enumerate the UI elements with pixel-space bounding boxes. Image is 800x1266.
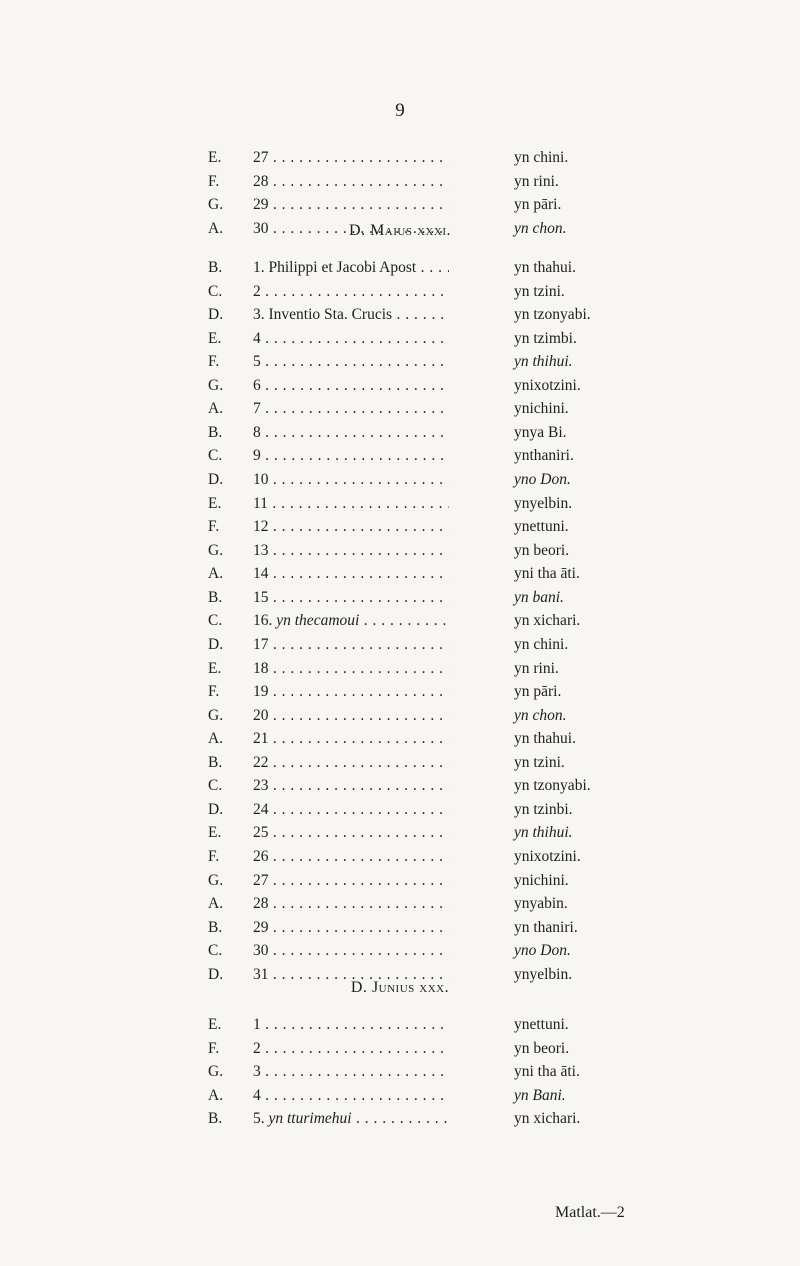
day-number: 17 <box>253 635 269 653</box>
day-name: yn tzonyabi. <box>514 777 591 795</box>
calendar-row <box>0 397 800 420</box>
day-entry <box>253 657 449 680</box>
dominical-letter: D. <box>208 306 224 324</box>
day-number: 6 <box>253 376 261 394</box>
dominical-letter: A. <box>208 565 224 583</box>
day-name: yn thaniri. <box>514 918 578 936</box>
calendar-row <box>0 492 800 515</box>
day-name: yn tzimbi. <box>514 329 577 347</box>
calendar-row <box>0 774 800 797</box>
day-entry <box>253 256 449 279</box>
day-name: ynyabin. <box>514 895 568 913</box>
day-name: yn pāri. <box>514 683 562 701</box>
day-name: ynthaniri. <box>514 447 574 465</box>
day-number: 5. <box>253 1110 265 1128</box>
day-number: 5 <box>253 353 261 371</box>
day-number: 19 <box>253 683 269 701</box>
calendar-row <box>0 146 800 169</box>
dominical-letter: F. <box>208 683 220 701</box>
day-number: 3. Inventio Sta. Crucis <box>253 306 393 324</box>
day-number: 28 <box>253 895 269 913</box>
dominical-letter: D. <box>208 635 224 653</box>
calendar-row <box>0 303 800 326</box>
day-number: 9 <box>253 447 261 465</box>
calendar-row <box>0 468 800 491</box>
calendar-row <box>0 704 800 727</box>
heading-prefix: D. <box>349 222 366 239</box>
dominical-letter: G. <box>208 706 224 724</box>
day-number: 14 <box>253 565 269 583</box>
day-number: 27 <box>253 871 269 889</box>
calendar-row <box>0 256 800 279</box>
dominical-letter: A. <box>208 730 224 748</box>
dominical-letter: E. <box>208 494 222 512</box>
day-name: yn tzonyabi. <box>514 306 591 324</box>
day-entry <box>253 751 449 774</box>
calendar-row <box>0 421 800 444</box>
day-number: 1. Philippi et Jacobi Apost <box>253 259 417 276</box>
day-entry <box>253 774 449 797</box>
day-name: yn tzini. <box>514 753 565 771</box>
calendar-row <box>0 751 800 774</box>
day-entry <box>253 468 449 491</box>
dominical-letter: G. <box>208 871 224 889</box>
calendar-row <box>0 892 800 915</box>
calendar-row <box>0 539 800 562</box>
day-entry <box>253 798 449 821</box>
day-entry <box>253 539 449 562</box>
day-name: ynyelbin. <box>514 965 573 983</box>
day-entry <box>253 374 449 397</box>
day-entry <box>253 492 449 515</box>
day-number: 11 <box>253 494 268 512</box>
day-entry <box>253 609 449 632</box>
day-entry <box>253 515 449 538</box>
calendar-row <box>0 1013 800 1036</box>
day-entry <box>253 280 449 303</box>
day-entry <box>253 704 449 727</box>
day-name: yn tzinbi. <box>514 800 573 818</box>
day-entry <box>253 916 449 939</box>
calendar-row <box>0 374 800 397</box>
dominical-letter: D. <box>208 965 224 983</box>
dominical-letter: E. <box>208 824 222 842</box>
calendar-row <box>0 586 800 609</box>
day-name: ynettuni. <box>514 1016 569 1033</box>
day-name: yn tzini. <box>514 282 565 300</box>
day-name: ynixotzini. <box>514 376 581 394</box>
calendar-row <box>0 280 800 303</box>
day-number: 3 <box>253 1063 261 1081</box>
heading-numeral: xxxi. <box>416 222 451 239</box>
day-name: yn thahui. <box>514 730 576 748</box>
calendar-row <box>0 657 800 680</box>
day-number: 15 <box>253 588 269 606</box>
calendar-row <box>0 680 800 703</box>
calendar-row <box>0 170 800 193</box>
dominical-letter: C. <box>208 447 223 465</box>
day-entry <box>253 444 449 467</box>
day-name: yn bani. <box>514 588 564 606</box>
calendar-row <box>0 798 800 821</box>
dominical-letter: B. <box>208 259 223 276</box>
day-name: ynichini. <box>514 871 569 889</box>
day-entry <box>253 1107 449 1130</box>
day-number: 2 <box>253 282 261 300</box>
dominical-letter: A. <box>208 895 224 913</box>
day-name: yn chon. <box>514 219 567 237</box>
day-entry <box>253 939 449 962</box>
calendar-row <box>0 562 800 585</box>
dominical-letter: G. <box>208 1063 224 1081</box>
day-number: 27 <box>253 149 269 166</box>
day-entry <box>253 1037 449 1060</box>
heading-month: Junius <box>371 979 415 996</box>
calendar-row <box>0 633 800 656</box>
calendar-row <box>0 1037 800 1060</box>
day-number: 21 <box>253 730 269 748</box>
calendar-row <box>0 1060 800 1083</box>
dominical-letter: A. <box>208 1086 224 1104</box>
dominical-letter: F. <box>208 848 220 865</box>
dominical-letter: F. <box>208 353 220 371</box>
day-entry <box>253 350 449 373</box>
day-number: 23 <box>253 777 269 795</box>
day-entry <box>253 586 449 609</box>
dominical-letter: G. <box>208 376 224 394</box>
day-name: yn xichari. <box>514 1110 581 1128</box>
dominical-letter: A. <box>208 400 224 418</box>
day-number: 28 <box>253 172 269 190</box>
day-name: ynyelbin. <box>514 494 573 512</box>
day-number: 22 <box>253 753 269 771</box>
day-number: 18 <box>253 659 269 677</box>
day-entry <box>253 146 449 169</box>
signature-mark: Matlat.—2 <box>555 1204 625 1221</box>
day-number: 25 <box>253 824 269 842</box>
dominical-letter: F. <box>208 518 220 536</box>
day-number: 7 <box>253 400 261 418</box>
day-entry <box>253 1060 449 1083</box>
day-number: 2 <box>253 1039 261 1057</box>
day-name: ynichini. <box>514 400 569 418</box>
calendar-row <box>0 1084 800 1107</box>
day-name: yn rini. <box>514 659 559 677</box>
calendar-row <box>0 727 800 750</box>
dominical-letter: F. <box>208 1039 220 1057</box>
day-name: yni tha āti. <box>514 1063 580 1081</box>
heading-numeral: xxx. <box>419 979 450 996</box>
heading-junius <box>0 979 800 997</box>
day-number: 12 <box>253 518 269 536</box>
day-name: ynya Bi. <box>514 423 567 441</box>
dominical-letter: E. <box>208 149 222 166</box>
dominical-letter: G. <box>208 541 224 559</box>
dominical-letter: F. <box>208 172 220 190</box>
dominical-letter: G. <box>208 196 224 214</box>
day-entry <box>253 327 449 350</box>
day-entry <box>253 1084 449 1107</box>
day-entry <box>253 727 449 750</box>
dominical-letter: D. <box>208 471 224 489</box>
calendar-row <box>0 515 800 538</box>
day-entry <box>253 680 449 703</box>
day-number: 8 <box>253 423 261 441</box>
dominical-letter: C. <box>208 777 223 795</box>
calendar-row <box>0 869 800 892</box>
day-name: yn rini. <box>514 172 559 190</box>
dominical-letter: B. <box>208 423 223 441</box>
day-name: yn xichari. <box>514 612 581 630</box>
day-entry <box>253 421 449 444</box>
day-entry <box>253 303 449 326</box>
dominical-letter: E. <box>208 1016 222 1033</box>
day-title: yn tturimehui <box>268 1110 352 1128</box>
day-name: yn thahui. <box>514 259 576 276</box>
calendar-row <box>0 845 800 868</box>
day-name: yni tha āti. <box>514 565 580 583</box>
day-name: yn beori. <box>514 541 570 559</box>
day-entry <box>253 869 449 892</box>
dominical-letter: C. <box>208 942 223 960</box>
day-name: yn chini. <box>514 149 569 166</box>
heading-maius <box>0 219 800 240</box>
day-number: 29 <box>253 196 269 214</box>
calendar-row <box>0 350 800 373</box>
day-name: yno Don. <box>514 942 571 960</box>
day-entry <box>253 892 449 915</box>
day-name: yn thihui. <box>514 824 573 842</box>
day-name: yn chini. <box>514 635 569 653</box>
calendar-row <box>0 327 800 350</box>
dominical-letter: C. <box>208 612 223 630</box>
day-entry <box>253 845 449 868</box>
day-name: yn thihui. <box>514 353 573 371</box>
day-name: yno Don. <box>514 471 571 489</box>
dominical-letter: E. <box>208 659 222 677</box>
day-entry <box>253 633 449 656</box>
day-name: yn pāri. <box>514 196 562 214</box>
dominical-letter: C. <box>208 282 223 300</box>
day-number: 1 <box>253 1016 261 1033</box>
day-entry <box>253 397 449 420</box>
day-number: 13 <box>253 541 269 559</box>
day-name: ynettuni. <box>514 518 569 536</box>
day-entry <box>253 170 449 193</box>
day-name: yn chon. <box>514 706 567 724</box>
dominical-letter: D. <box>208 800 224 818</box>
day-title: yn thecamoui <box>276 612 360 630</box>
day-number: 10 <box>253 471 269 489</box>
calendar-row <box>0 1107 800 1130</box>
dominical-letter: E. <box>208 329 222 347</box>
page-number: 9 <box>395 100 405 121</box>
calendar-row <box>0 609 800 632</box>
calendar-row <box>0 193 800 216</box>
day-number: 24 <box>253 800 269 818</box>
day-number: 4 <box>253 1086 261 1104</box>
day-number: 16. <box>253 612 273 630</box>
day-entry <box>253 821 449 844</box>
calendar-row <box>0 821 800 844</box>
day-number: 30 <box>253 219 269 237</box>
day-number: 26 <box>253 848 269 865</box>
dominical-letter: A. <box>208 219 224 237</box>
day-number: 4 <box>253 329 261 347</box>
dominical-letter: B. <box>208 588 223 606</box>
day-entry <box>253 562 449 585</box>
calendar-row <box>0 444 800 467</box>
calendar-row <box>0 916 800 939</box>
day-number: 31 <box>253 965 269 983</box>
day-entry <box>253 193 449 216</box>
day-name: yn Bani. <box>514 1086 566 1104</box>
dominical-letter: B. <box>208 753 223 771</box>
calendar-row <box>0 939 800 962</box>
dominical-letter: B. <box>208 1110 223 1128</box>
day-name: ynixotzini. <box>514 848 581 865</box>
day-entry <box>253 1013 449 1036</box>
day-number: 20 <box>253 706 269 724</box>
day-number: 29 <box>253 918 269 936</box>
heading-prefix: D. <box>350 979 368 996</box>
day-name: yn beori. <box>514 1039 570 1057</box>
day-number: 30 <box>253 942 269 960</box>
dominical-letter: B. <box>208 918 223 936</box>
heading-month: Maius <box>370 222 413 239</box>
